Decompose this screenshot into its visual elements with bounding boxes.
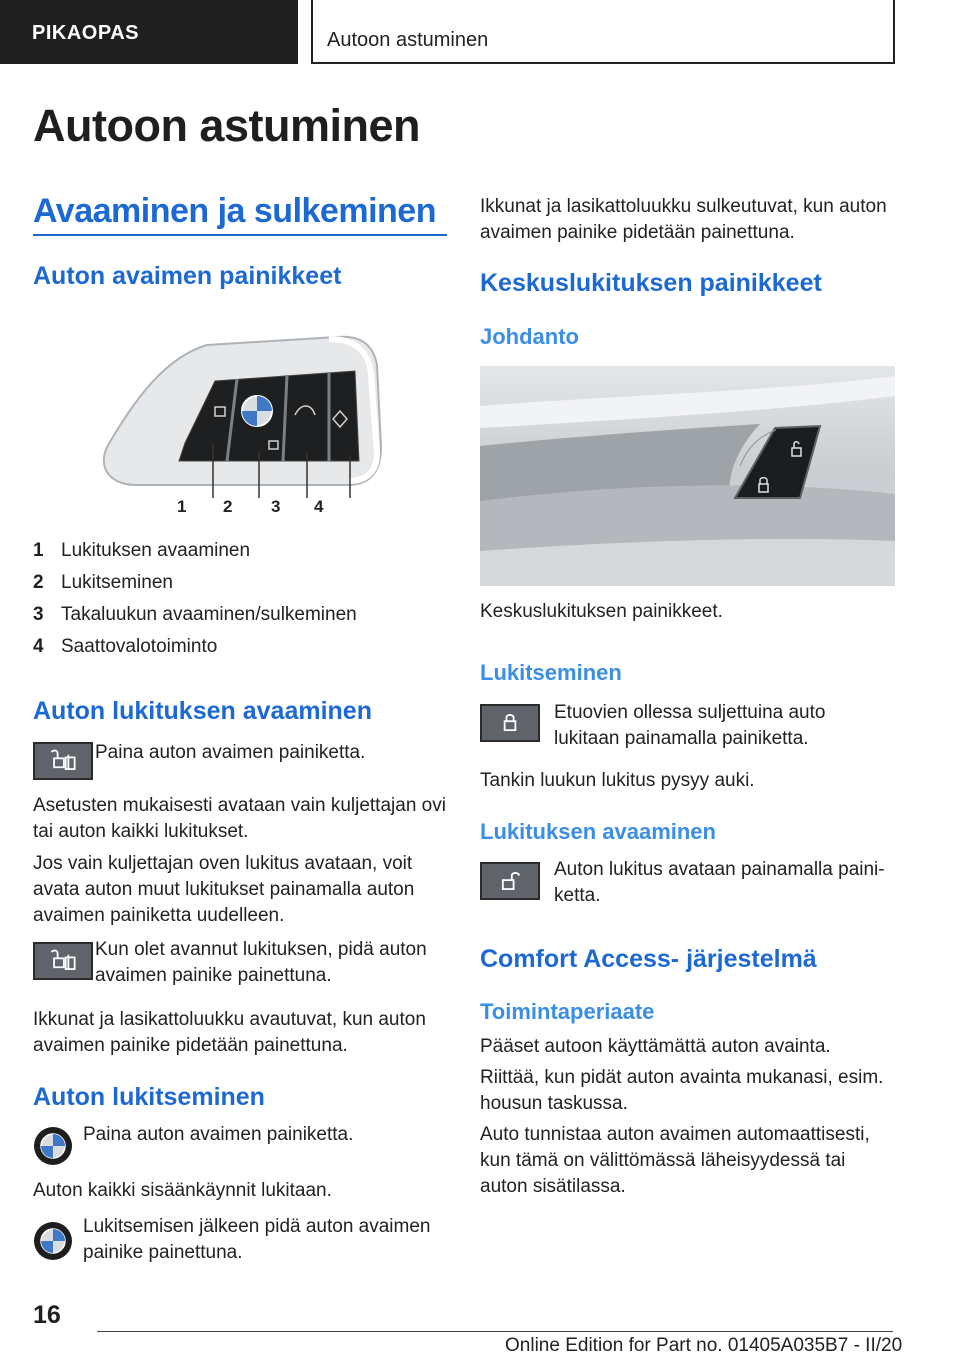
list-text: Saattovalotoiminto — [61, 636, 218, 657]
unlock-button-icon — [33, 742, 93, 780]
chapter-title-box: Autoon astuminen — [311, 0, 895, 64]
list-text: Lukitseminen — [61, 572, 173, 593]
callout-label: 4 — [314, 497, 324, 516]
bmw-logo-icon — [33, 1126, 73, 1166]
unlocking-instruction: Auton lukitus avataan painamalla paini‐ketta. — [554, 859, 885, 906]
locking-paragraph: Tankin luukun lukitus pysyy auki. — [480, 770, 755, 791]
unlock-paragraph: Ikkunat ja lasikattoluukku avautuvat, kun auton avaimen painike pidetään painettuna. — [33, 1009, 426, 1056]
list-number: 4 — [33, 636, 44, 657]
bmw-logo-icon — [33, 1221, 73, 1261]
list-text: Lukituksen avaaminen — [61, 540, 251, 561]
lock-instruction: Paina auton avaimen painiketta. — [83, 1124, 354, 1145]
heading-opening-closing: Avaaminen ja sulkeminen — [33, 192, 436, 230]
unlock-paragraph: Asetusten mukaisesti avataan vain kuljettajan ovi tai auton kaikki lukitukset. — [33, 795, 446, 842]
list-item — [33, 567, 447, 599]
unlock-instruction: Paina auton avaimen painiketta. — [95, 742, 366, 763]
section-tab: PIKAOPAS — [0, 0, 298, 64]
heading-key-buttons: Auton avaimen painikkeet — [33, 262, 342, 290]
page-number: 16 — [33, 1301, 61, 1329]
locking-instruction: Etuovien ollessa suljettuina auto lukitaan painamalla painiketta. — [554, 702, 826, 749]
footer-rule — [97, 1331, 893, 1332]
page-header — [0, 0, 960, 66]
list-number: 1 — [33, 540, 44, 561]
callout-label: 3 — [271, 497, 281, 516]
principle-paragraph: Pääset autoon käyttämättä auton avainta. — [480, 1036, 831, 1057]
close-paragraph: Ikkunat ja lasikattoluukku sulkeutuvat, kun auton avaimen painike pidetään painettuna. — [480, 196, 887, 243]
heading-locking: Lukitseminen — [480, 660, 622, 685]
list-text: Takaluukun avaaminen/sulkeminen — [61, 604, 357, 625]
list-item — [33, 631, 447, 663]
unlock-paragraph: Jos vain kuljettajan oven lukitus avataan, voit avata auton muut lukitukset painamalla auton avaimen painiketta uudelleen. — [33, 853, 415, 926]
unlock-button-icon — [33, 942, 93, 980]
heading-rule — [33, 234, 447, 236]
principle-paragraph: Auto tunnistaa auton avaimen automaattisesti, kun tämä on välittömässä läheisyydessä tai auton sisätilassa. — [480, 1124, 870, 1197]
central-lock-button-icon — [480, 704, 540, 742]
heading-locking-car: Auton lukitseminen — [33, 1083, 265, 1111]
lock-paragraph: Auton kaikki sisäänkäynnit lukitaan. — [33, 1180, 332, 1201]
unlock-hold-instruction: Kun olet avannut lukituksen, pidä auton avaimen painike painettuna. — [95, 939, 427, 986]
heading-unlocking: Lukituksen avaaminen — [480, 819, 716, 844]
heading-introduction: Johdanto — [480, 324, 579, 349]
lock-hold-instruction: Lukitsemisen jälkeen pidä auton avaimen painike painettuna. — [83, 1216, 431, 1263]
photo-caption: Keskuslukituksen painikkeet. — [480, 601, 723, 622]
heading-unlocking-car: Auton lukituksen avaaminen — [33, 697, 372, 725]
heading-comfort-access: Comfort Access- järjestelmä — [480, 945, 817, 973]
central-unlock-button-icon — [480, 862, 540, 900]
key-fob-illustration — [97, 335, 397, 520]
key-legend-list — [33, 535, 447, 663]
callout-label: 2 — [223, 497, 233, 516]
list-number: 3 — [33, 604, 44, 625]
callout-label: 1 — [177, 497, 187, 516]
page-title: Autoon astuminen — [33, 100, 420, 151]
edition-text: Online Edition for Part no. 01405A035B7 - II/20 — [505, 1335, 903, 1356]
heading-central-locking-buttons: Keskuslukituksen painikkeet — [480, 269, 822, 297]
principle-paragraph: Riittää, kun pidät auton avainta mukanasi, esim. housun taskussa. — [480, 1067, 884, 1114]
list-item — [33, 535, 447, 567]
list-number: 2 — [33, 572, 44, 593]
door-panel-photo — [480, 366, 895, 586]
heading-principle: Toimintaperiaate — [480, 999, 655, 1024]
list-item — [33, 599, 447, 631]
